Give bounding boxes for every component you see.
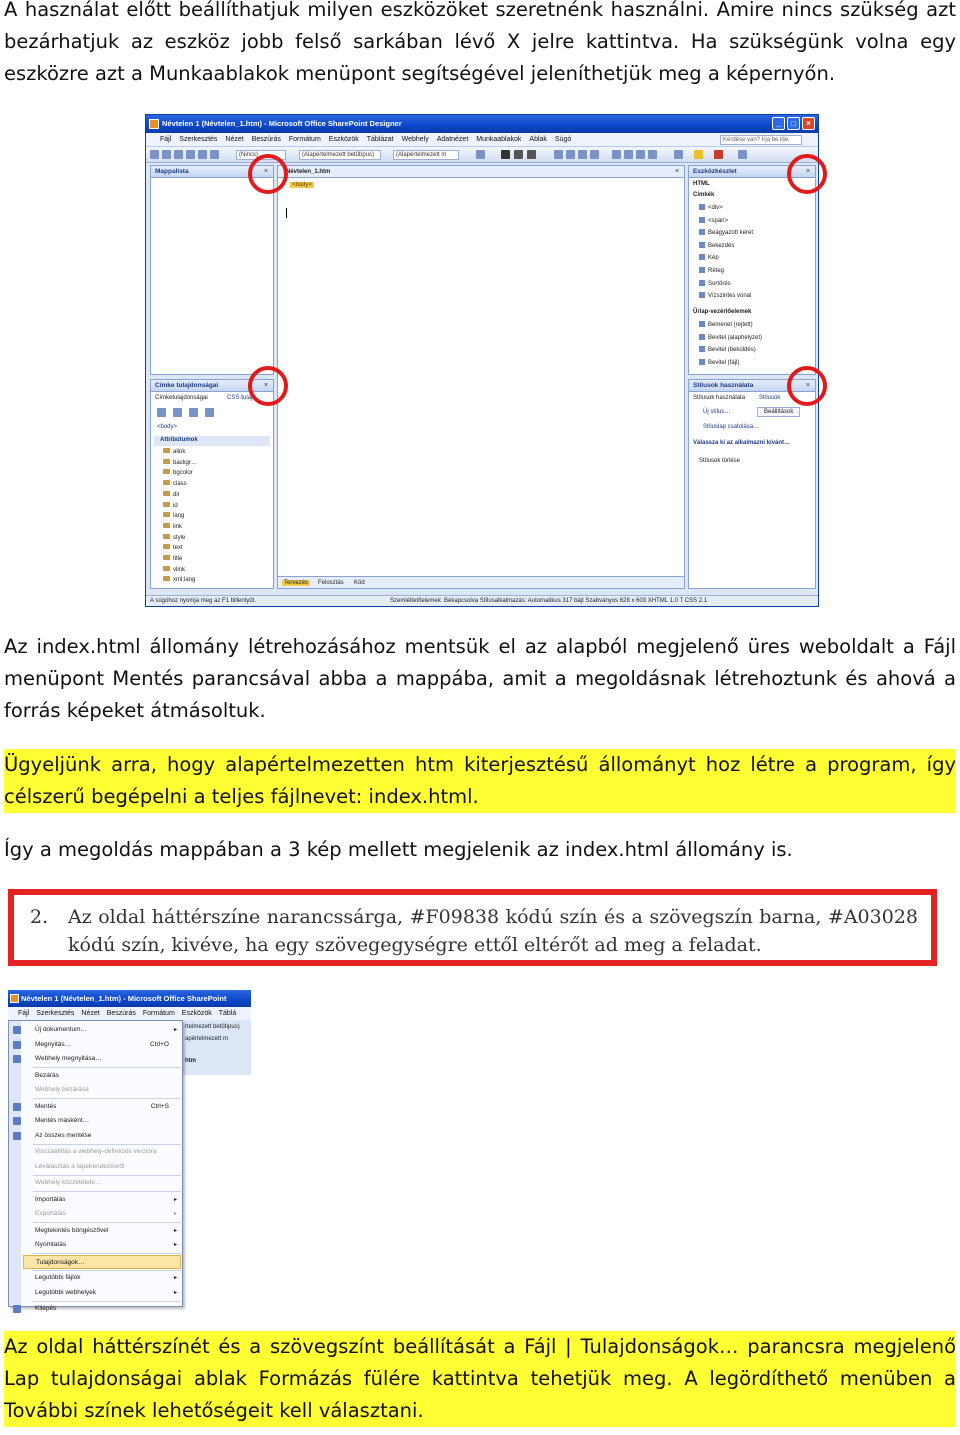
menu-item-icon [13,1289,21,1297]
menu-item-nyomtatas[interactable]: Nyomtatás ▸ [23,1238,181,1252]
font-combo[interactable]: (Alapértelmezett betűtípus) [299,150,381,160]
selected-tag: <body> [157,424,178,430]
tag-icon [699,267,705,273]
indent-icon[interactable] [636,150,645,159]
toolbar [146,147,818,163]
window-title: Névtelen 1 (Névtelen_1.htm) - Microsoft Office SharePoint [8,990,251,1007]
menu-bar [8,1007,251,1020]
annotation-circle [248,154,288,194]
clear-styles-item[interactable]: Stílusok törlése [699,458,741,464]
tree-form-controls[interactable]: Űrlap-vezérlőelemek [693,309,752,315]
menu-item-bezaras[interactable]: Bezárás [23,1069,181,1083]
attribute-row[interactable]: text [163,544,183,551]
menu-tablazat[interactable]: Táblázat [366,136,394,143]
menu-item-az-osszes-mentese[interactable]: Az összes mentése [23,1129,181,1143]
attribute-icon [163,459,170,464]
menu-formatum[interactable]: Formátum [288,136,321,143]
categorize-icon[interactable] [157,408,166,417]
attribute-icon [163,491,170,496]
submenu-arrow-icon: ▸ [173,1211,177,1218]
menu-bar [146,133,818,147]
menu-nezet[interactable]: Nézet [81,1010,100,1017]
menu-item-icon [13,1274,21,1282]
sharepoint-designer-screenshot [145,114,819,607]
justify-icon[interactable] [590,150,599,159]
window-title: Névtelen 1 (Névtelen_1.htm) - Microsoft Office SharePoint Designer _ □ × [146,115,818,133]
tab-styles[interactable]: Stílusok [759,395,781,401]
tag-icon [699,334,705,340]
app-icon [149,119,159,129]
tag-icon [699,292,705,298]
menu-sugo[interactable]: Súgó [554,136,572,143]
app-icon [10,994,19,1003]
select-style-label: Válassza ki az alkalmazni kívánt… [693,440,791,446]
attribute-icon [163,448,170,453]
result-paragraph: Így a megoldás mappában a 3 kép mellett megjelenik az index.html állomány is. [4,838,793,861]
menu-szerkesztes[interactable]: Szerkesztés [36,1010,75,1017]
style-combo[interactable]: (Nincs) [236,150,286,160]
menu-item-legutobbi-webhelyek[interactable]: Legutóbbi webhelyek ▸ [23,1286,181,1300]
menu-item-webhely-bezarasa[interactable]: Webhely bezárása [23,1083,181,1097]
menu-item-legutobbi-fajlok[interactable]: Legutóbbi fájlok ▸ [23,1271,181,1285]
annotation-circle [787,366,827,406]
document-tab[interactable]: Névtelen_1.htm [286,169,331,175]
close-icon[interactable]: × [674,168,680,175]
attribute-row[interactable]: link [163,523,182,530]
menu-item-megtekintes-bongeszovel[interactable]: Megtekintés böngészővel ▸ [23,1224,181,1238]
attribute-row[interactable]: style [163,534,185,541]
save-instructions-paragraph: Az index.html állomány létrehozásához mentsük el az alapból megjelenő üres weboldalt a Fájl menüpont Mentés parancsával abba a mappába, amit a megoldásnak létrehoztunk és ahová a forrás képeket átmásoltuk. [4,635,956,722]
menu-item-icon [13,1041,21,1049]
menu-item-exportalas[interactable]: Exportálás ▸ [23,1207,181,1221]
menu-item-uj-dokumentum[interactable]: Új dokumentum… ▸ [23,1023,181,1037]
menu-item-kilepes[interactable]: Kilépés [23,1302,181,1316]
menu-item-icon [13,1055,21,1063]
open-icon[interactable] [162,150,171,159]
close-icon[interactable]: × [805,382,811,389]
font-color-icon[interactable] [714,150,723,159]
highlight-icon[interactable] [694,150,703,159]
attribute-row[interactable]: backgr… [163,459,197,466]
help-search-input[interactable]: Kérdése van? Írja be ide. [720,135,802,145]
menu-item-icon [13,1086,21,1094]
attribute-icon [163,512,170,517]
menu-beszuras[interactable]: Beszúrás [251,136,281,143]
minimize-button[interactable]: _ [772,117,785,130]
tag-icon [699,321,705,327]
apply-styles-pane [688,379,816,589]
menu-fajl[interactable]: Fájl [160,136,172,143]
attribute-row[interactable]: lang [163,512,184,519]
undo-icon[interactable] [210,150,219,159]
document-area[interactable] [277,165,685,589]
extra-icon[interactable] [738,150,747,159]
attribute-row[interactable]: alink [163,448,185,455]
task-text: Az oldal háttérszíne narancssárga, #F09838 kódú szín és a szövegszín barna, #A03028 kódú szín, kivéve, ha egy szövegegységre ettől eltérőt ad meg a feladat. [68,906,918,956]
tag-icon [699,346,705,352]
menu-item-webhely-megnyitasa[interactable]: Webhely megnyitása… [23,1052,181,1066]
tab-felosztas[interactable]: Felosztás [318,580,344,586]
menu-item-icon [13,1072,21,1080]
annotation-circle [787,154,827,194]
align-center-icon[interactable] [566,150,575,159]
menu-item-megnyitas[interactable]: Megnyitás… Ctrl+O [23,1038,181,1052]
submenu-arrow-icon: ▸ [173,1227,177,1234]
task-number: 2. [30,906,49,928]
attribute-row[interactable]: xml:lang [163,576,195,583]
menu-item-importalas[interactable]: Importálás ▸ [23,1193,181,1207]
toolbox-item[interactable]: <span> [699,217,728,224]
menu-item-icon [13,1210,21,1218]
align-right-icon[interactable] [578,150,587,159]
close-icon[interactable]: × [263,168,269,175]
attribute-row[interactable]: vlink [163,566,185,573]
options-button[interactable]: Beállítások [757,407,800,417]
toolbox-item[interactable]: Bevitel (beküldés) [699,346,756,353]
tag-icon [699,217,705,223]
redo-icon[interactable] [476,150,485,159]
tag-icon [699,242,705,248]
submenu-arrow-icon: ▸ [173,1196,177,1203]
menu-item-icon [13,1196,21,1204]
menu-item-icon [13,1117,21,1125]
attribute-icon [163,576,170,581]
toolbox-item[interactable]: Beágyazott keret [699,229,753,236]
toolbox-item[interactable]: Sortörés [699,280,731,287]
tag-icon [699,359,705,365]
menu-item-icon [13,1132,21,1140]
submenu-arrow-icon: ▸ [173,1027,177,1033]
close-icon[interactable]: × [263,382,269,389]
menu-item-icon [13,1163,21,1171]
toolbox-item[interactable]: Kép [699,254,719,261]
menu-item-levalasztas-a-lapelrendezesrol[interactable]: Leválasztás a lapelrendezésről [23,1160,181,1174]
show-set-icon[interactable] [189,408,198,417]
menu-item-visszaallitas-a-webhely-definicios-verziora[interactable]: Visszaállítás a webhely-definíciós verzióra [23,1145,181,1159]
pane-title: Címke tulajdonságai [151,380,273,392]
tab-tervezes[interactable]: Tervezés [284,580,309,586]
text-cursor [286,208,287,218]
tree-html[interactable]: HTML [693,181,710,187]
properties-paragraph: Az oldal háttérszínét és a szövegszínt beállítását a Fájl | Tulajdonságok… parancsra megjelenő Lap tulajdonságai ablak Formázás fülére kattintva tehetjük meg. A legördíthető menüben a További színek lehetőségeit kell választani. [4,1331,956,1427]
tag-icon [699,254,705,260]
folder-list-pane [150,165,274,375]
menu-item-webhely-kozzetetele[interactable]: Webhely közzététele… [23,1176,181,1190]
menu-item-icon [13,1026,21,1034]
menu-item-icon [13,1148,21,1156]
menu-munkaablakok[interactable]: Munkaablakok [476,136,522,143]
align-left-icon[interactable] [554,150,563,159]
tab-tag-properties[interactable]: Címketulajdonságai [155,395,208,401]
bullets-icon[interactable] [624,150,633,159]
attribute-row[interactable]: class [163,480,187,487]
menu-item-icon [13,1179,21,1187]
menu-item-icon [14,1259,22,1267]
tab-apply-styles[interactable]: Stílusok használata [693,395,746,401]
toolbox-item[interactable]: Vízszintes vonal [699,292,751,299]
menu-eszkozok[interactable]: Eszközök [328,136,359,143]
menu-item-icon [13,1241,21,1249]
attribute-row[interactable]: dir [163,491,180,498]
menu-eszkozok[interactable]: Eszközök [181,1010,212,1017]
numbering-icon[interactable] [612,150,621,159]
attribute-icon [163,544,170,549]
menu-item-mentes-maskent[interactable]: Mentés másként… [23,1114,181,1128]
menu-ablak[interactable]: Ablak [529,136,547,143]
menu-item-tulajdonsagok[interactable]: Tulajdonságok… [23,1255,181,1269]
highlighted-note-paragraph: Ügyeljünk arra, hogy alapértelmezetten htm kiterjesztésű állományt hoz létre a program, így célszerű begépelni a teljes fájlnevet: index.html. [4,749,956,813]
attribute-icon [163,523,170,528]
menu-item-icon [13,1305,21,1313]
attribute-row[interactable]: title [163,555,182,562]
toolbox-item[interactable]: Bekezdés [699,242,734,249]
underline-icon[interactable] [527,150,536,159]
tree-tags[interactable]: Címkék [693,192,715,198]
toolbox-pane [688,165,816,375]
menu-tabla[interactable]: Táblá [218,1010,237,1017]
bold-icon[interactable] [501,150,510,159]
attribute-icon [163,566,170,571]
menu-formatum[interactable]: Formátum [142,1010,175,1017]
submenu-arrow-icon: ▸ [173,1275,177,1281]
close-button[interactable]: × [802,117,815,130]
file-menu-dropdown [8,1020,183,1312]
maximize-button[interactable]: □ [787,117,800,130]
annotation-circle [248,366,288,406]
size-combo[interactable]: (Alapértelmezett m [393,150,459,160]
new-style-link[interactable]: Új stílus… [703,409,731,415]
close-icon[interactable]: × [805,168,811,175]
toolbox-item[interactable]: <div> [699,204,723,211]
menu-nezet[interactable]: Nézet [225,136,244,143]
attribute-row[interactable]: bgcolor [163,469,193,476]
attach-style-link[interactable]: Stíluslap csatolása… [703,424,760,430]
attribute-icon [163,555,170,560]
toolbox-item[interactable]: Bemenet (rejtett) [699,321,753,328]
attributes-header[interactable]: Attribútumok [154,436,270,446]
attribute-icon [163,469,170,474]
menu-webhely[interactable]: Webhely [401,136,429,143]
body-tag-marker[interactable]: <body> [292,182,313,188]
menu-adatnezet[interactable]: Adatnézet [436,136,469,143]
menu-szerkesztes[interactable]: Szerkesztés [179,136,218,143]
submenu-arrow-icon: ▸ [173,1242,177,1249]
menu-beszuras[interactable]: Beszúrás [106,1010,136,1017]
submenu-arrow-icon: ▸ [173,1289,177,1296]
outdent-icon[interactable] [648,150,657,159]
tab-kod[interactable]: Kód [354,580,365,586]
file-menu-screenshot [8,990,251,1312]
intro-paragraph: A használat előtt beállíthatjuk milyen eszközöket szeretnénk használni. Amire nincs szükség azt bezárhatjuk az eszköz jobb felső sarkában lévő X jelre kattintva. Ha szükségünk volna egy eszközre azt a Munkaablakok menüpont segítségével jeleníthetjük meg a képernyőn. [4,0,956,85]
pane-title: Stílusok használata [689,380,815,392]
view-tabs [278,576,684,588]
attribute-icon [163,480,170,485]
toolbox-item[interactable]: Réteg [699,267,724,274]
tag-icon [699,204,705,210]
menu-item-icon [13,1227,21,1235]
tag-icon [699,280,705,286]
tag-properties-pane [150,379,274,589]
new-icon[interactable] [150,150,159,159]
menu-fajl[interactable]: Fájl [18,1010,30,1017]
attribute-icon [163,534,170,539]
task-box [8,889,937,966]
preview-icon[interactable] [198,150,207,159]
status-bar: A súgóhoz nyomja meg az F1 billentyűt. Szemléltetőelemek: Bekapcsolva Stílusalkalmazás: Automatikus 317 bájt Szabványos 628 x 603 XHTML 1.0 T CSS 2.1 [146,595,818,606]
print-icon[interactable] [186,150,195,159]
attribute-row[interactable]: id [163,502,178,509]
border-icon[interactable] [674,150,683,159]
sort-icon[interactable] [173,408,182,417]
menu-item-icon [13,1103,21,1111]
document-tab-strip [278,166,684,178]
italic-icon[interactable] [514,150,523,159]
toolbox-item[interactable]: Bevitel (alaphelyzet) [699,334,762,341]
filter-icon[interactable] [205,408,214,417]
background-toolbar: rtelmezett betűtípus) apértelmezett m htm [180,1020,251,1075]
tab-css-properties[interactable]: CSS-tulaj [227,395,253,401]
pane-title: Mappalista [151,166,273,178]
attribute-icon [163,502,170,507]
save-icon[interactable] [174,150,183,159]
pane-title: Eszközkészlet [689,166,815,178]
menu-item-mentes[interactable]: Mentés Ctrl+S [23,1100,181,1114]
toolbox-item[interactable]: Bevitel (fájl) [699,359,739,366]
tag-icon [699,229,705,235]
